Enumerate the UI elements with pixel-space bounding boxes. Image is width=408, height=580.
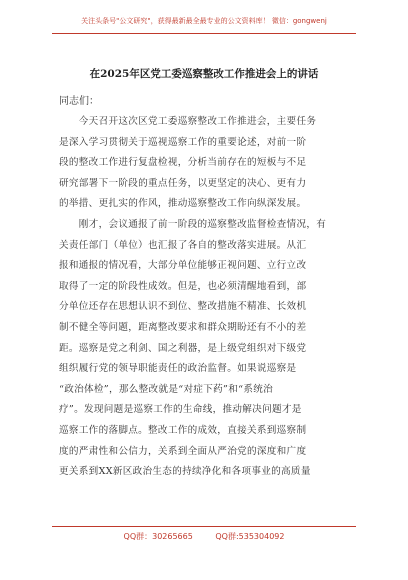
body-line: “政治体检”，那么整改就是“对症下药”和“系统治 (59, 383, 274, 395)
page-footer (0, 531, 408, 542)
footer-divider (52, 526, 356, 527)
body-line: 段的整改工作进行复盘检视，分析当前存在的短板与不足 (59, 157, 307, 169)
body-line: 制不健全等问题，距离整改要求和群众期盼还有不小的差 (59, 321, 307, 333)
body-line: 研究部署下一阶段的重点任务，以更坚定的决心、更有力 (59, 177, 307, 189)
body-line: 关责任部门（单位）也汇报了各自的整改落实进展。从汇 (59, 239, 307, 251)
document-title: 在2025年区党工委巡察整改工作推进会上的讲话 (89, 68, 319, 80)
body-line: 取得了一定的阶段性成效。但是，也必须清醒地看到，部 (59, 280, 307, 292)
body-line: 巡察工作的落脚点。整改工作的成效，直接关系到巡察制 (59, 424, 307, 436)
body-line: 的举措、更扎实的作风，推动巡察整改工作向纵深发展。 (59, 198, 307, 210)
body-line: 更关系到XX新区政治生态的持续净化和各项事业的高质量 (59, 466, 311, 478)
footer-qq-group-2: QQ群:535304092 (215, 532, 285, 541)
header-promo-text: 关注头条号"公文研究"，获得最新最全最专业的公文资料库！ 微信：gongwenj (81, 17, 327, 25)
body-line: 分单位还存在思想认识不到位、整改措施不精准、长效机 (59, 301, 307, 313)
body-line: 报和通报的情况看，大部分单位能够正视问题、立行立改 (59, 260, 307, 272)
body-line: 组织履行党的领导职能责任的政治监督。如果说巡察是 (59, 363, 297, 375)
footer-qq-group-1: QQ群：30265665 (123, 532, 193, 541)
body-line: 疗”。发现问题是巡察工作的生命线，推动解决问题才是 (59, 404, 302, 416)
header-divider (52, 33, 356, 34)
body-line: 距。巡察是党之利剑、国之利器，是上级党组织对下级党 (59, 342, 307, 354)
greeting: 同志们： (59, 96, 99, 107)
page-header (0, 0, 408, 44)
document-body (59, 112, 349, 483)
body-line: 是深入学习贯彻关于巡视巡察工作的重要论述，对前一阶 (59, 136, 307, 148)
body-line: 今天召开这次区党工委巡察整改工作推进会，主要任务 (59, 116, 317, 127)
body-line: 度的严肃性和公信力，关系到全面从严治党的深度和广度 (59, 445, 307, 457)
body-line: 刚才，会议通报了前一阶段的巡察整改监督检查情况，有 (59, 218, 327, 230)
